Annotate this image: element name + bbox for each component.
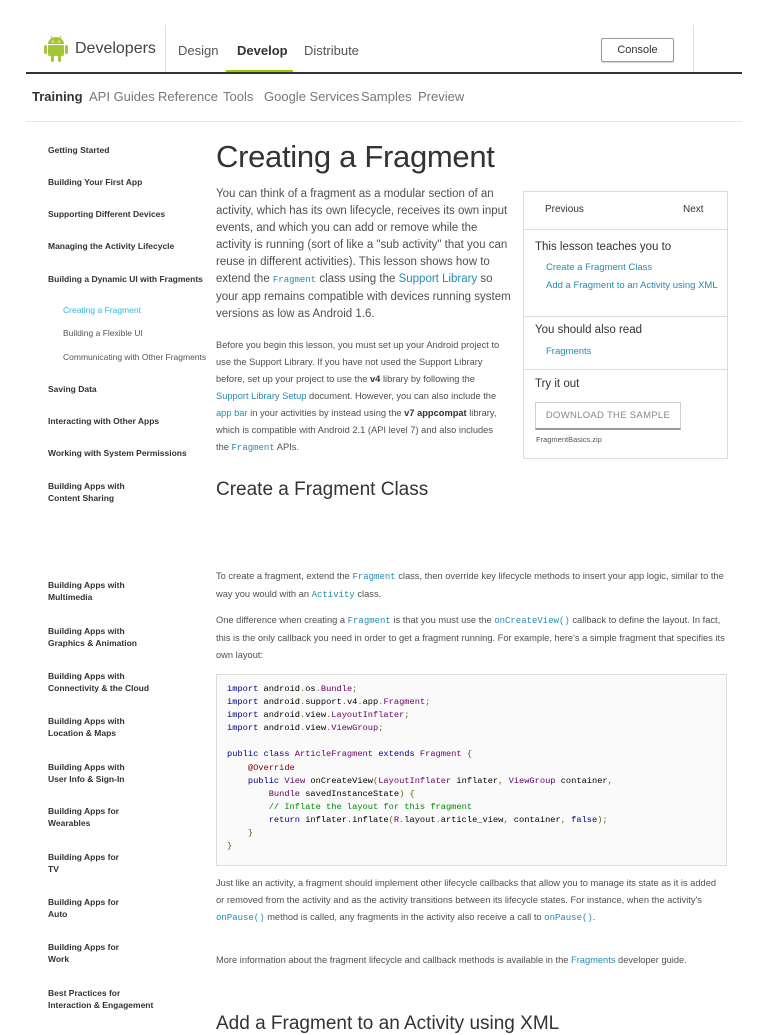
- text: Before you begin this lesson, you must set up your Android project to use the Support Library. If you have not used the Support Library before, set up your project to use the: [216, 340, 500, 384]
- code-line: [227, 723, 383, 733]
- app-bar-link[interactable]: app bar: [216, 408, 248, 418]
- sidebar-item-activity-lifecycle[interactable]: Managing the Activity Lifecycle: [48, 241, 175, 251]
- token: ,: [503, 814, 514, 825]
- lesson-nav-box: [523, 191, 728, 459]
- token: .: [326, 723, 332, 734]
- token: (: [388, 814, 394, 825]
- code-oncreateview[interactable]: onCreateView(): [494, 616, 570, 626]
- token: ;: [404, 710, 410, 721]
- toc-link-create-fragment-class[interactable]: Create a Fragment Class: [546, 262, 653, 273]
- text: library, which is compatible with Android 2.1 (API level 7) and also includes the: [216, 408, 497, 452]
- divider: [524, 369, 727, 370]
- token: extends: [372, 749, 420, 760]
- sidebar-line: Location & Maps: [48, 728, 117, 738]
- divider: [524, 316, 727, 317]
- code-onpause[interactable]: onPause(): [216, 913, 265, 923]
- code-line: [227, 815, 608, 825]
- text: is that you must use the: [390, 615, 495, 625]
- sidebar-line: TV: [48, 864, 59, 874]
- code-line: [227, 776, 613, 786]
- sidebar-line: Building Apps for: [48, 852, 119, 862]
- nav-design[interactable]: Design: [178, 43, 219, 58]
- code-block: [227, 683, 613, 853]
- token: ArticleFragment: [294, 749, 373, 760]
- token: android: [263, 723, 300, 734]
- token: .: [300, 710, 306, 721]
- token: LayoutInflater: [331, 710, 405, 721]
- nav-develop[interactable]: Develop: [237, 43, 288, 58]
- top-header: [0, 0, 768, 74]
- token: Fragment: [419, 749, 462, 760]
- subnav-api-guides[interactable]: API Guides: [89, 89, 155, 104]
- fragments-link[interactable]: Fragments: [546, 346, 592, 357]
- sidebar-line: Building Apps with: [48, 481, 125, 491]
- token: public: [227, 775, 285, 786]
- token: container: [555, 775, 608, 786]
- sidebar-item-dynamic-ui[interactable]: Building a Dynamic UI with Fragments: [48, 274, 203, 284]
- code-onpause[interactable]: onPause(): [544, 913, 593, 923]
- token: ;: [378, 723, 384, 734]
- read-heading: You should also read: [535, 324, 642, 336]
- token: android: [263, 710, 300, 721]
- token: (: [373, 775, 379, 786]
- sidebar-item-multimedia[interactable]: [48, 579, 125, 603]
- sidebar-item-permissions[interactable]: Working with System Permissions: [48, 448, 187, 458]
- text: class, then override key lifecycle methods to insert your app logic, similar to the way you would with an: [216, 571, 724, 599]
- token: .: [399, 814, 405, 825]
- sidebar-line: Building Apps with: [48, 671, 125, 681]
- text: More information about the fragment lifecycle and callback methods is available in the: [216, 955, 572, 965]
- text: To create a fragment, extend the: [216, 571, 353, 581]
- token: [227, 789, 269, 799]
- sidebar-item-content-sharing[interactable]: [48, 480, 125, 504]
- token: android: [263, 697, 300, 708]
- sidebar-line: Building Apps for: [48, 806, 119, 816]
- sidebar-item-saving-data[interactable]: Saving Data: [48, 384, 97, 394]
- sidebar-item-auto[interactable]: [48, 896, 119, 920]
- code-line: }: [227, 828, 254, 839]
- divider: [693, 25, 694, 73]
- sidebar-line: Connectivity & the Cloud: [48, 683, 150, 693]
- code-fragment[interactable]: Fragment: [347, 616, 391, 626]
- token: .: [378, 697, 384, 708]
- sidebar-line: Building Apps for: [48, 942, 119, 952]
- sidebar-item-graphics[interactable]: [48, 625, 137, 649]
- section-heading-create-fragment-class: Create a Fragment Class: [216, 479, 429, 500]
- divider: [165, 25, 166, 73]
- token: false: [571, 814, 598, 825]
- token: ;: [425, 697, 431, 708]
- token: .: [300, 684, 306, 694]
- try-heading: Try it out: [535, 378, 580, 390]
- teaches-heading: This lesson teaches you to: [535, 241, 672, 253]
- sidebar-line: Auto: [48, 909, 68, 919]
- brand-link[interactable]: Developers: [75, 40, 156, 57]
- token: inflate: [352, 814, 389, 825]
- paragraph-create-fragment: [216, 568, 726, 604]
- token: Fragment: [383, 697, 426, 708]
- text: method is called, any fragments in the activity also receive a call to: [264, 912, 545, 922]
- subnav-training[interactable]: Training: [32, 89, 83, 104]
- console-button[interactable]: Console: [601, 38, 674, 62]
- token: app: [362, 697, 379, 708]
- sidebar-item-work[interactable]: [48, 941, 119, 965]
- fragments-guide-link[interactable]: Fragments: [571, 955, 616, 965]
- paragraph-oncreateview: [216, 612, 726, 664]
- header-rule: [26, 72, 742, 74]
- text: You can think of a fragment as a modular section of an activity, which has its own lifecycle, receives its own input events, and which you can add or remove while the activity is running (sort of like a "sub activity" that you can reuse in different activities). This lesson shows how to extend the: [216, 188, 508, 285]
- sidebar-item-wearables[interactable]: [48, 805, 119, 829]
- sidebar-line: Wearables: [48, 818, 91, 828]
- token: .: [315, 684, 321, 694]
- sidebar-line: Building Apps with: [48, 580, 125, 590]
- token: ViewGroup: [331, 723, 379, 734]
- sidebar-line: Content Sharing: [48, 493, 115, 503]
- token: View: [284, 775, 306, 786]
- token: view: [305, 710, 327, 721]
- toc-link-add-fragment-xml[interactable]: Add a Fragment to an Activity using XML: [546, 280, 718, 291]
- code-line: @Override: [227, 762, 295, 773]
- sidebar-item-location[interactable]: [48, 715, 125, 739]
- sidebar-item-flexible-ui[interactable]: Building a Flexible UI: [63, 328, 143, 338]
- text: library by following the: [380, 374, 475, 384]
- token: Bundle: [320, 684, 353, 694]
- token: view: [305, 723, 327, 734]
- page-title: Creating a Fragment: [216, 139, 495, 174]
- paragraph-more-info: [216, 952, 726, 969]
- text: One difference when creating a: [216, 615, 348, 625]
- token: article_view: [440, 814, 504, 825]
- token: ) {: [399, 788, 415, 799]
- sidebar-line: Building Apps for: [48, 897, 119, 907]
- token: inflater: [300, 814, 347, 825]
- sidebar-item-best-practices[interactable]: [48, 987, 153, 1011]
- sidebar-line: Best Practices for: [48, 988, 121, 998]
- token: onCreateView: [305, 775, 373, 786]
- android-logo-icon[interactable]: [44, 35, 68, 63]
- token: .: [326, 710, 332, 721]
- sidebar-line: Multimedia: [48, 592, 93, 602]
- next-link[interactable]: Next: [683, 204, 704, 215]
- nav-distribute[interactable]: Distribute: [304, 43, 359, 58]
- text: .: [592, 912, 596, 922]
- sidebar-line: Graphics & Animation: [48, 638, 137, 648]
- token: ViewGroup: [508, 775, 556, 786]
- subnav-preview[interactable]: Preview: [418, 89, 465, 104]
- token: import: [227, 723, 264, 734]
- divider: [524, 229, 727, 230]
- code-activity[interactable]: Activity: [311, 590, 355, 600]
- subnav-reference[interactable]: Reference: [158, 89, 218, 104]
- paragraph-lifecycle: [216, 875, 726, 927]
- sidebar-item-tv[interactable]: [48, 851, 119, 875]
- bold-text: v7 appcompat: [404, 408, 467, 418]
- token: savedInstanceState: [300, 788, 400, 799]
- sidebar-item-creating-fragment[interactable]: Creating a Fragment: [63, 305, 141, 315]
- sidebar-item-devices[interactable]: Supporting Different Devices: [48, 209, 166, 219]
- code-fragment[interactable]: Fragment: [352, 572, 396, 582]
- token: support: [305, 697, 342, 708]
- sidebar-line: Building Apps with: [48, 626, 125, 636]
- token: os: [305, 684, 316, 694]
- bold-text: v4: [370, 374, 381, 384]
- subnav-tools[interactable]: Tools: [223, 89, 254, 104]
- sidebar-line: User Info & Sign-In: [48, 774, 125, 784]
- subnav-samples[interactable]: Samples: [361, 89, 412, 104]
- code-fragment[interactable]: Fragment: [231, 443, 275, 453]
- sidebar-item-connectivity[interactable]: [48, 670, 149, 694]
- code-fragment[interactable]: Fragment: [272, 275, 317, 285]
- code-line: [227, 684, 357, 694]
- token: .: [346, 814, 353, 825]
- code-line: [227, 749, 472, 759]
- text: Just like an activity, a fragment should implement other lifecycle callbacks that allow you to manage its state as it is added or removed from the activity and as the activity transitions between its lifecycle states. For instance, when the activity's: [216, 878, 717, 905]
- text: document. However, you can also include the: [306, 391, 497, 401]
- sidebar-item-user-info[interactable]: [48, 761, 125, 785]
- support-library-setup-link[interactable]: Support Library Setup: [216, 391, 307, 401]
- token: container: [513, 814, 561, 825]
- text: class using the: [316, 273, 399, 285]
- text: developer guide.: [615, 955, 687, 965]
- token: import: [227, 684, 264, 694]
- text: in your activities by instead using the: [247, 408, 405, 418]
- token: Bundle: [268, 788, 300, 799]
- token: android: [263, 684, 300, 694]
- token: .: [300, 723, 306, 734]
- sidebar-line: Building Apps with: [48, 716, 125, 726]
- intro-paragraph: [216, 186, 511, 323]
- sidebar-line: Interaction & Engagement: [48, 1000, 154, 1010]
- code-line: [227, 710, 410, 720]
- download-filename: FragmentBasics.zip: [536, 435, 602, 444]
- token: import: [227, 697, 264, 708]
- sidebar-item-interacting[interactable]: Interacting with Other Apps: [48, 416, 160, 426]
- code-line: [227, 789, 415, 799]
- token: v4: [346, 697, 358, 708]
- code-sample: [216, 674, 727, 866]
- subnav-rule: [26, 121, 742, 122]
- before-paragraph: [216, 337, 505, 457]
- token: .: [341, 697, 347, 708]
- text: APIs.: [274, 442, 300, 452]
- token: );: [597, 814, 608, 825]
- token: .: [357, 697, 363, 708]
- token: .: [300, 697, 306, 708]
- sidebar-item-getting-started[interactable]: Getting Started: [48, 145, 110, 155]
- sidebar-line: Building Apps with: [48, 762, 125, 772]
- support-library-link[interactable]: Support Library: [398, 273, 478, 285]
- token: inflater: [451, 775, 499, 786]
- sidebar-item-first-app[interactable]: Building Your First App: [48, 177, 143, 187]
- code-line: }: [227, 841, 233, 852]
- sidebar-item-communicating[interactable]: Communicating with Other Fragments: [63, 352, 207, 362]
- token: return: [227, 814, 300, 825]
- token: LayoutInflater: [378, 775, 452, 786]
- token: ,: [560, 814, 572, 825]
- subnav-google-services[interactable]: Google Services: [264, 89, 360, 104]
- text: callback to define the layout. In fact, this is the only callback you need in order to get a fragment running. For example, here's a simple fragment that specifies its own layout:: [216, 615, 725, 660]
- download-sample-button[interactable]: DOWNLOAD THE SAMPLE: [535, 402, 681, 430]
- token: ,: [498, 775, 509, 786]
- token: import: [227, 710, 264, 721]
- token: R: [393, 814, 400, 825]
- sidebar-line: Work: [48, 954, 70, 964]
- token: ,: [607, 775, 613, 786]
- token: public class: [227, 749, 295, 760]
- section-heading-add-fragment-xml: Add a Fragment to an Activity using XML: [216, 1013, 560, 1034]
- token: {: [461, 749, 473, 760]
- token: .: [435, 814, 441, 825]
- code-line: [227, 697, 430, 707]
- text: so your app remains compatible with devices running system versions as low as Android 1.6.: [216, 273, 511, 320]
- previous-link[interactable]: Previous: [545, 204, 584, 215]
- text: class.: [354, 589, 382, 599]
- token: layout: [404, 814, 436, 825]
- code-line: // Inflate the layout for this fragment: [227, 801, 473, 812]
- token: ;: [352, 684, 358, 694]
